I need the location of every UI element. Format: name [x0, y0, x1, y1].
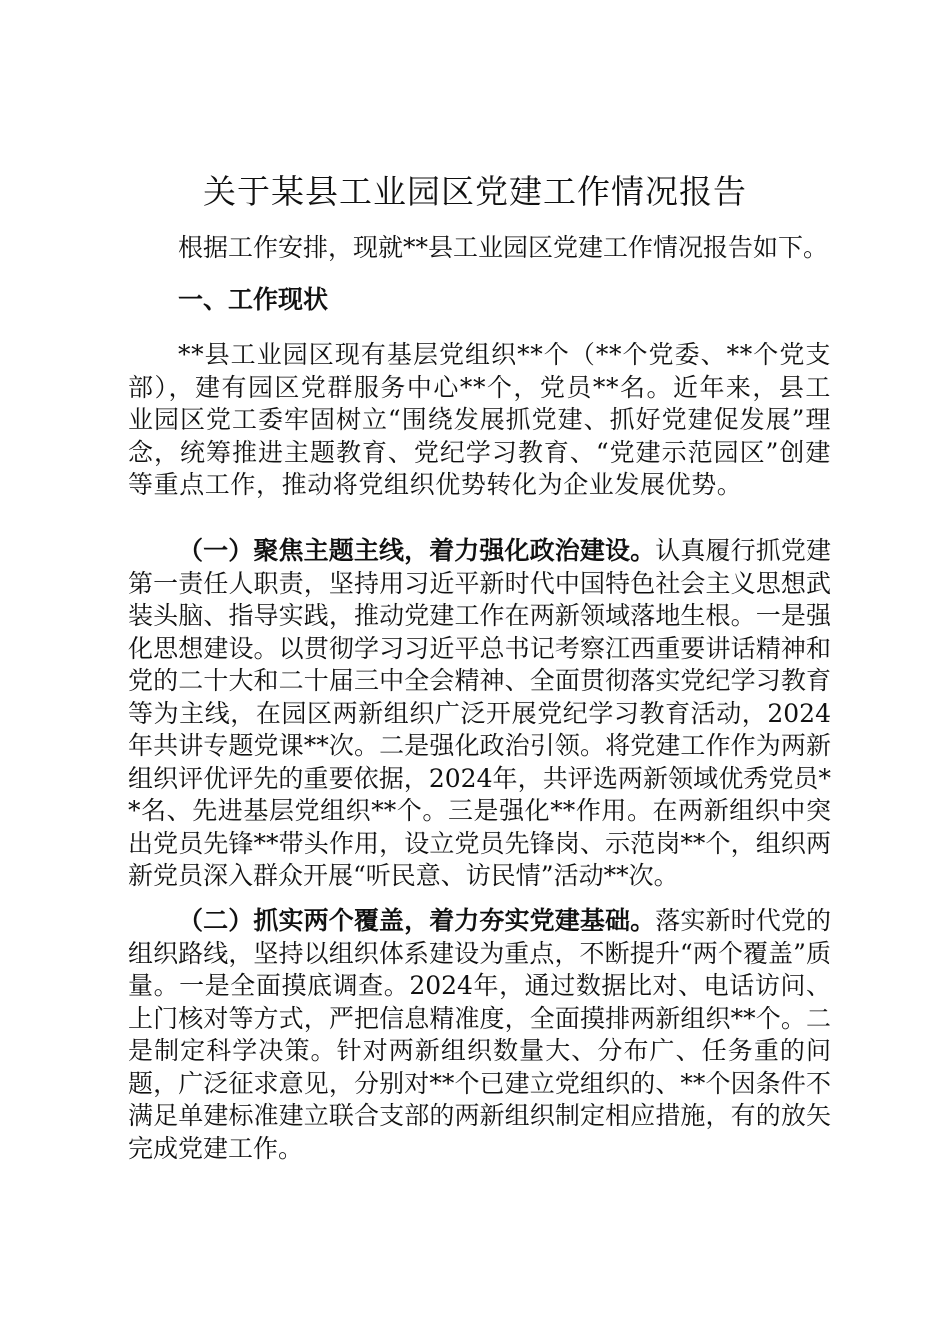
item-two-body: 落实新时代党的组织路线，坚持以组织体系建设为重点，不断提升“两个覆盖”质量。一是全面摸底调查。2024年，通过数据比对、电话访问、上门核对等方式，严把信息精准度，全面摸排两新组织**个。二是制定科学决策。针对两新组织数量大、分布广、任务重的问题，广泛征求意见，分别对**个已建立党组织的、**个因条件不满足单建标准建立联合支部的两新组织制定相应措施，有的放矢完成党建工作。	[128, 906, 831, 1163]
item-one-body: 认真履行抓党建第一责任人职责，坚持用习近平新时代中国特色社会主义思想武装头脑、指导实践，推动党建工作在两新领域落地生根。一是强化思想建设。以贯彻学习习近平总书记考察江西重要讲话精神和党的二十大和二十届三中全会精神、全面贯彻落实党纪学习教育等为主线，在园区两新组织广泛开展党纪学习教育活动，2024年共讲专题党课**次。二是强化政治引领。将党建工作作为两新组织评优评先的重要依据，2024年，共评选两新领域优秀党员**名、先进基层党组织**个。三是强化**作用。在两新组织中突出党员先锋**带头作用，设立党员先锋岗、示范岗**个，组织两新党员深入群众开展“听民意、访民情”活动**次。	[128, 536, 831, 890]
section-heading: 一、工作现状	[178, 285, 329, 314]
section-body-paragraph: **县工业园区现有基层党组织**个（**个党委、**个党支部），建有园区党群服务中心**个，党员**名。近年来，县工业园区党工委牢固树立“围绕发展抓党建、抓好党建促发展”理念，统筹推进主题教育、党纪学习教育、“党建示范园区”创建等重点工作，推动将党组织优势转化为企业发展优势。	[128, 340, 831, 499]
item-two-paragraph	[128, 905, 831, 1165]
item-two-lead: （二）抓实两个覆盖，着力夯实党建基础。	[178, 906, 656, 935]
item-one-paragraph	[128, 535, 831, 893]
document-title: 关于某县工业园区党建工作情况报告	[203, 172, 747, 211]
intro-paragraph: 根据工作安排，现就**县工业园区党建工作情况报告如下。	[178, 233, 829, 262]
item-one-lead: （一）聚焦主题主线，着力强化政治建设。	[178, 536, 656, 565]
